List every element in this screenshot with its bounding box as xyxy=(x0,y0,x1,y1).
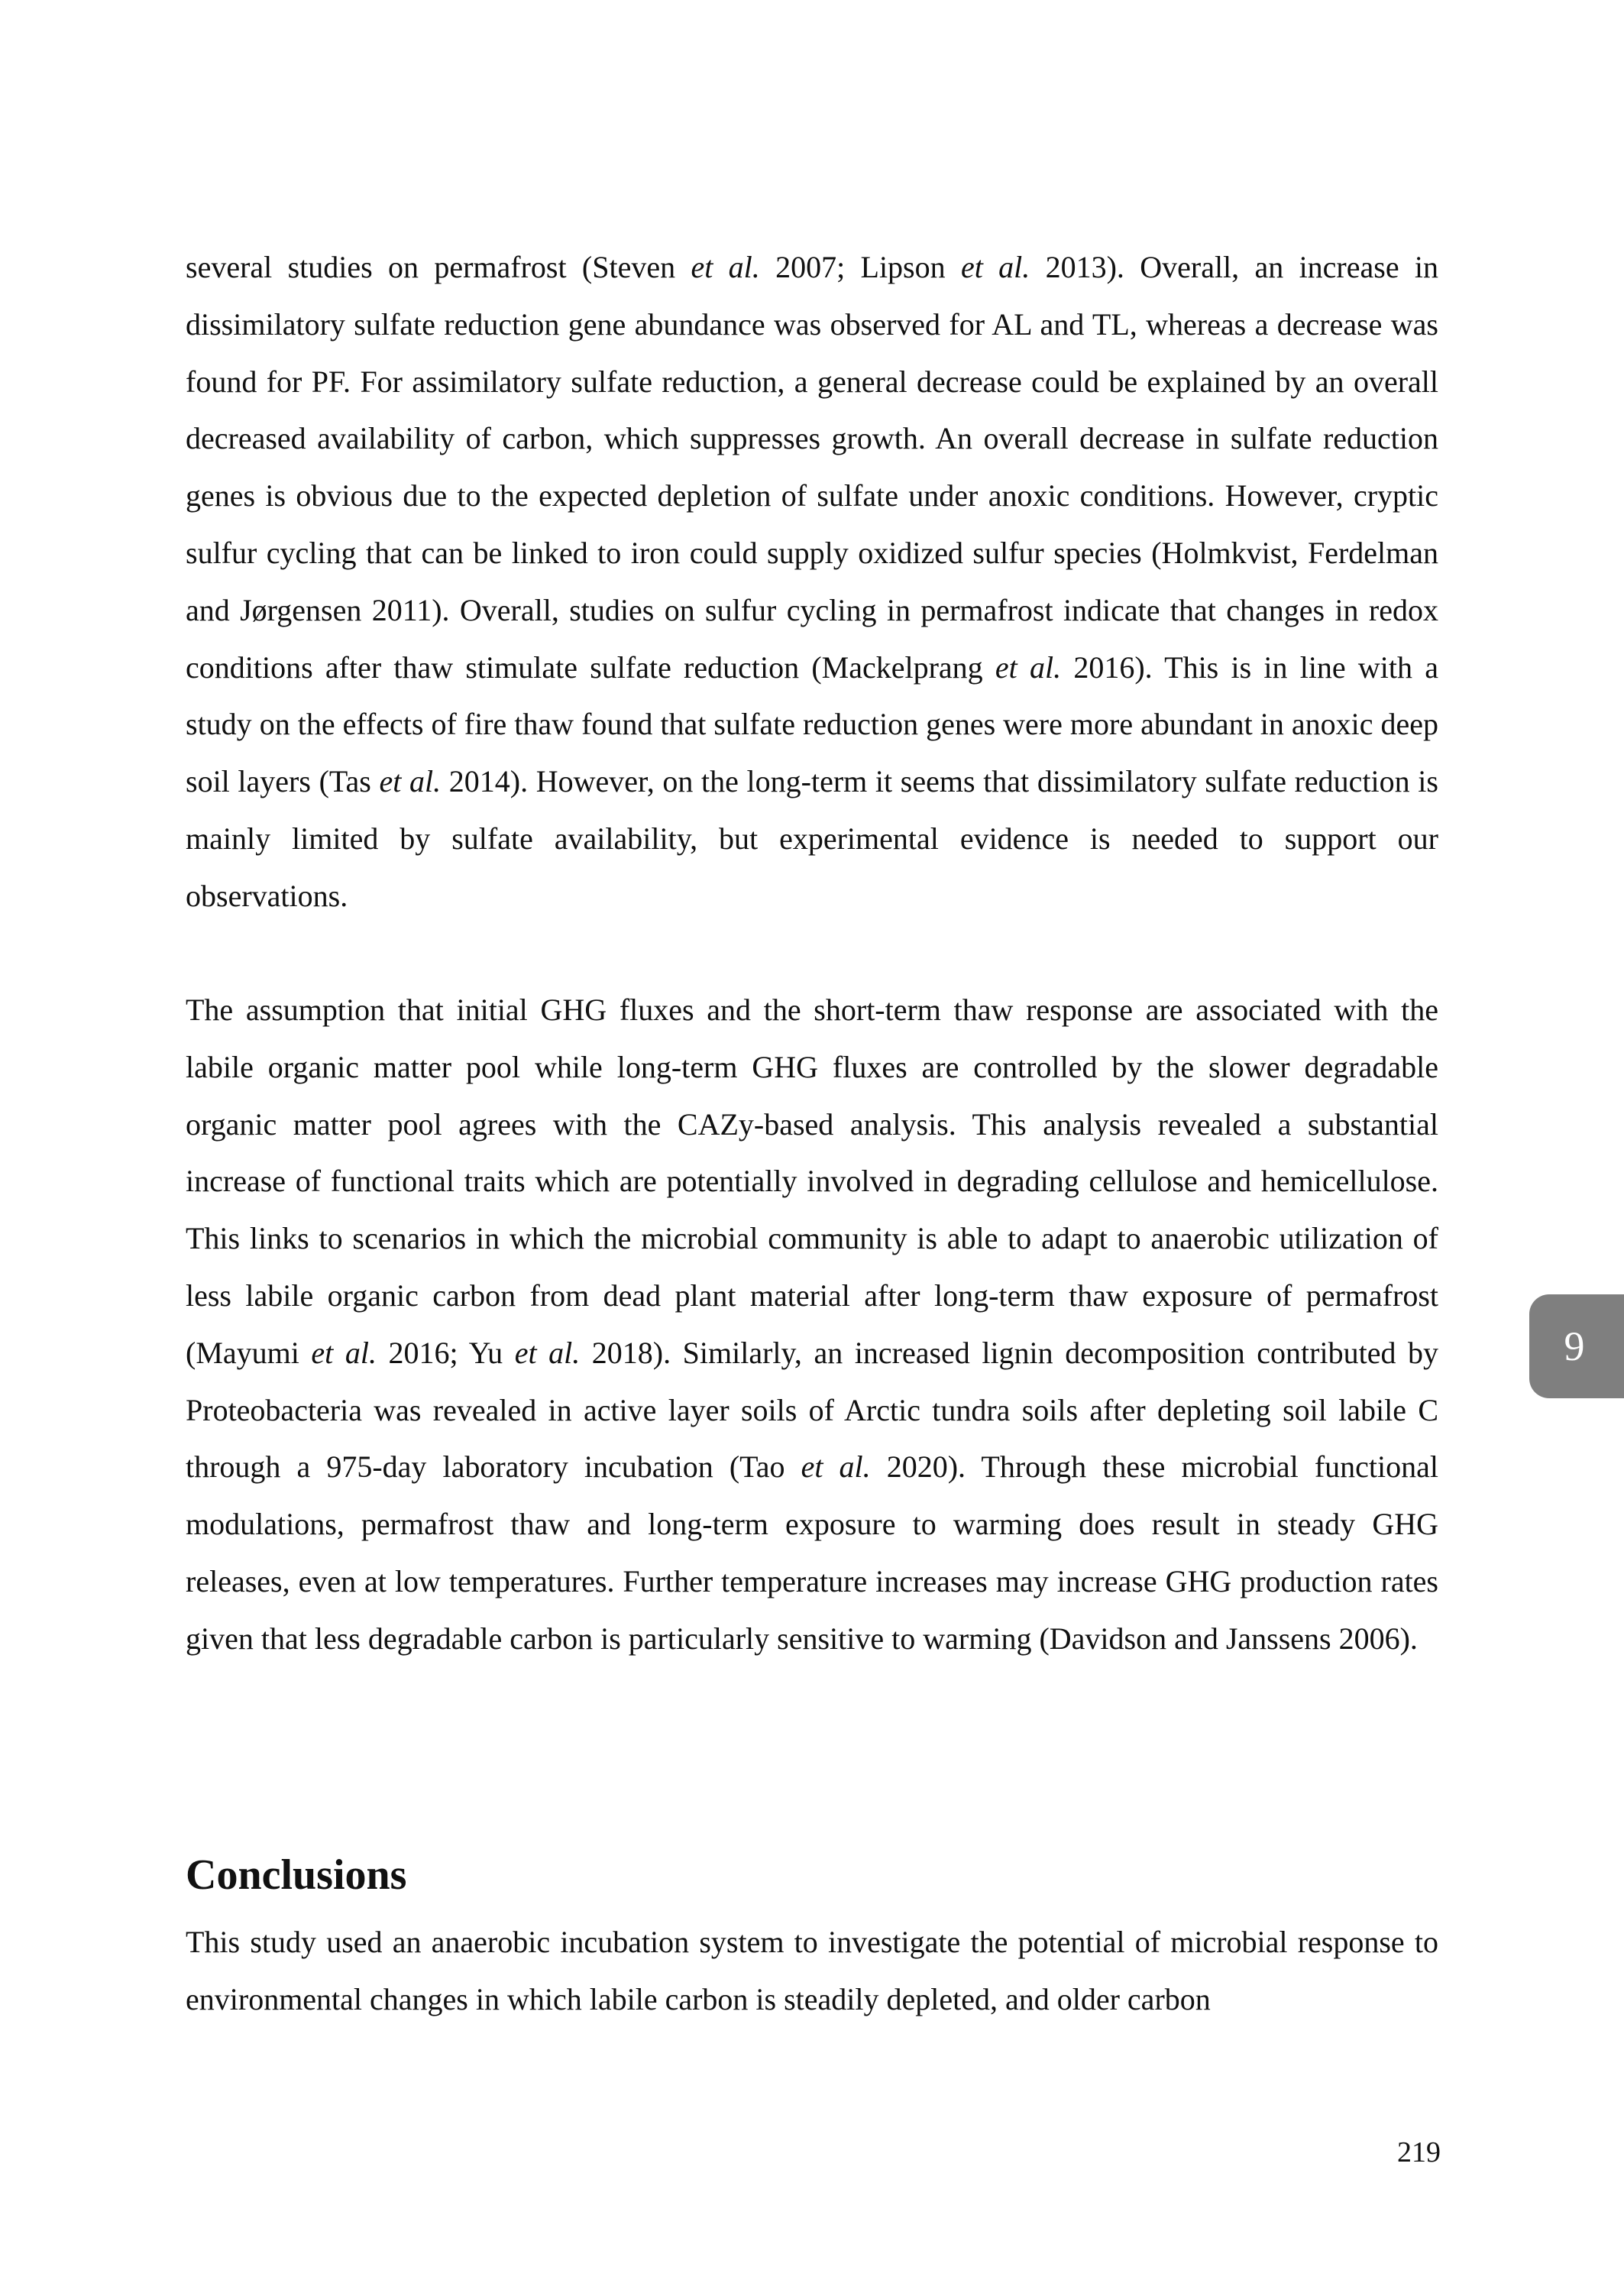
conclusions-heading: Conclusions xyxy=(186,1851,407,1899)
et-al-italic: et al. xyxy=(801,1449,871,1485)
paragraph-sulfate-reduction xyxy=(186,239,1438,925)
et-al-italic: et al. xyxy=(514,1335,581,1370)
page-number: 219 xyxy=(1397,2136,1441,2168)
et-al-italic: et al. xyxy=(311,1335,377,1370)
text-run: 2016). This is in line with a study on the effects of fire thaw found that sulfate reduction genes were more abundant in anoxic deep soil layers (Tas xyxy=(186,649,1438,799)
text-run: 2018). Similarly, an increased lignin decomposition contributed by Proteobacteria was revealed in active layer soils of Arctic tundra soils after depleting soil labile C through a 975-day laboratory incubation (Tao xyxy=(186,1335,1438,1485)
text-run: The assumption that initial GHG fluxes and the short-term thaw response are associated with the labile organic matter pool while long-term GHG fluxes are controlled by the slower degradable organic matter pool agrees with the CAZy-based analysis. This analysis revealed a substantial increase of functional traits which are potentially involved in degrading cellulose and hemicellulose. This links to scenarios in which the microbial community is able to adapt to anaerobic utilization of less labile organic carbon from dead plant material after long-term thaw exposure of permafrost (Mayumi xyxy=(186,993,1438,1370)
text-run: several studies on permafrost (Steven xyxy=(186,250,691,284)
paragraph-conclusions: This study used an anaerobic incubation system to investigate the potential of microbial response to environmental changes in which labile carbon is steadily depleted, and older carbon xyxy=(186,1925,1438,2016)
paragraph-ghg-fluxes xyxy=(186,982,1438,1668)
text-run: 2016; Yu xyxy=(376,1335,515,1370)
et-al-italic: et al. xyxy=(960,250,1030,284)
et-al-italic: et al. xyxy=(379,764,442,799)
text-run: 2007; Lipson xyxy=(759,250,961,284)
et-al-italic: et al. xyxy=(995,649,1062,685)
text-run: 2014). However, on the long-term it seems that dissimilatory sulfate reduction is mainly limited by sulfate availability, but experimental evidence is needed to support our observations. xyxy=(186,764,1438,913)
chapter-tab: 9 xyxy=(1529,1294,1624,1398)
text-run: 2020). Through these microbial functional modulations, permafrost thaw and long-term exposure to warming does result in steady GHG releases, even at low temperatures. Further temperature increases may increase GHG production rates given that less degradable carbon is particularly sensitive to warming (Davidson and Janssens 2006). xyxy=(186,1449,1438,1656)
et-al-italic: et al. xyxy=(691,250,760,284)
text-run: 2013). Overall, an increase in dissimilatory sulfate reduction gene abundance was observed for AL and TL, whereas a decrease was found for PF. For assimilatory sulfate reduction, a general decrease could be explained by an overall decreased availability of carbon, which suppresses growth. An overall decrease in sulfate reduction genes is obvious due to the expected depletion of sulfate under anoxic conditions. However, cryptic sulfur cycling that can be linked to iron could supply oxidized sulfur species (Holmkvist, Ferdelman and Jørgensen 2011). Overall, studies on sulfur cycling in permafrost indicate that changes in redox conditions after thaw stimulate sulfate reduction (Mackelprang xyxy=(186,250,1439,685)
